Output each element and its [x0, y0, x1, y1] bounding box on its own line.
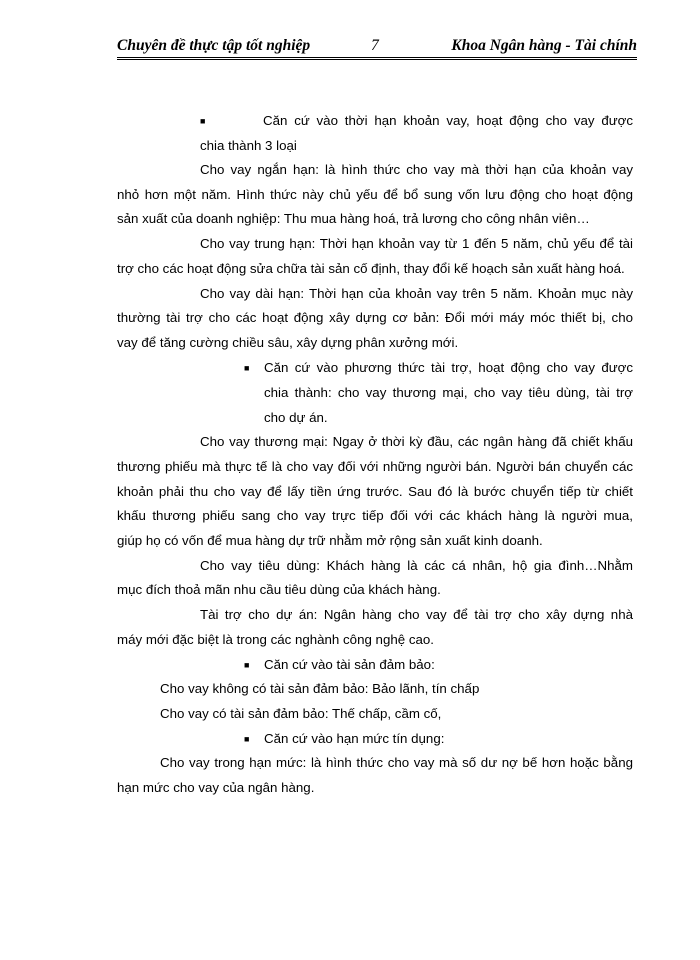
header-page-number: 7 — [371, 37, 379, 54]
paragraph-line: trợ cho các hoạt động sửa chữa tài sản cố định, thay đổi kế hoạch sản xuất hàng hoá. — [117, 261, 625, 276]
paragraph-line: Cho vay trong hạn mức: là hình thức cho vay mà số dư nợ bế hơn hoặc bằng — [160, 755, 633, 770]
bullet-icon: ■ — [200, 116, 206, 126]
paragraph-line: Cho vay trung hạn: Thời hạn khoản vay từ 1 đến 5 năm, chủ yếu để tài — [200, 236, 633, 251]
paragraph-line: hạn mức cho vay của ngân hàng. — [117, 780, 315, 795]
paragraph-line: nhỏ hơn một năm. Hình thức này chủ yếu để bổ sung vốn lưu động cho hoạt động — [117, 187, 633, 202]
paragraph-line: thương phiếu mà thực tế là cho vay đối với những người bán. Người bán chuyển các — [117, 459, 633, 474]
paragraph-line: chia thành: cho vay thương mại, cho vay tiêu dùng, tài trợ — [264, 385, 633, 400]
paragraph-line: sản xuất của doanh nghiệp: Thu mua hàng hoá, trả lương cho công nhân viên… — [117, 211, 590, 226]
paragraph-line: khấu thương phiếu sang cho vay trực tiếp đối với các khách hàng là người mua, — [117, 508, 633, 523]
paragraph-line: Tài trợ cho dự án: Ngân hàng cho vay để tài trợ cho xây dựng nhà — [200, 607, 633, 622]
header-divider — [117, 57, 637, 60]
paragraph-line: Căn cứ vào phương thức tài trợ, hoạt động cho vay được — [264, 360, 633, 375]
paragraph-line: Cho vay ngắn hạn: là hình thức cho vay mà thời hạn của khoản vay — [200, 162, 633, 177]
paragraph-line: máy mới đặc biệt là trong các nghành công nghệ cao. — [117, 632, 434, 647]
paragraph-line: Cho vay có tài sản đảm bảo: Thế chấp, cầm cố, — [160, 706, 442, 721]
paragraph-line: Căn cứ vào tài sản đảm bảo: — [264, 657, 435, 672]
bullet-icon: ■ — [244, 660, 250, 670]
paragraph-line: khoản phải thu cho vay để lấy tiền ứng trước. Sau đó là bước chuyển tiếp từ chiết — [117, 484, 633, 499]
bullet-icon: ■ — [244, 734, 250, 744]
paragraph-line: Căn cứ vào hạn mức tín dụng: — [264, 731, 445, 746]
paragraph-line: mục đích thoả mãn nhu cầu tiêu dùng của khách hàng. — [117, 582, 441, 597]
paragraph-line: thường tài trợ cho các hoạt động xây dựng cơ bản: Đổi mới máy móc thiết bị, cho — [117, 310, 633, 325]
paragraph-line: chia thành 3 loại — [200, 138, 297, 153]
paragraph-line: vay để tăng cường chiều sâu, xây dựng phân xưởng mới. — [117, 335, 459, 350]
paragraph-line: Căn cứ vào thời hạn khoản vay, hoạt động cho vay được — [263, 113, 633, 128]
paragraph-line: giúp họ có vốn để mua hàng dự trữ nhằm mở rộng sản xuất kinh doanh. — [117, 533, 543, 548]
paragraph-line: Cho vay không có tài sản đảm bảo: Bảo lãnh, tín chấp — [160, 681, 480, 696]
header-faculty-name: Khoa Ngân hàng - Tài chính — [451, 37, 637, 54]
paragraph-line: Cho vay thương mại: Ngay ở thời kỳ đầu, các ngân hàng đã chiết khấu — [200, 434, 633, 449]
page-header — [117, 36, 637, 58]
paragraph-line: cho dự án. — [264, 410, 328, 425]
paragraph-line: Cho vay dài hạn: Thời hạn của khoản vay trên 5 năm. Khoản mục này — [200, 286, 633, 301]
paragraph-line: Cho vay tiêu dùng: Khách hàng là các cá nhân, hộ gia đình…Nhằm — [200, 558, 633, 573]
header-document-title: Chuyên đề thực tập tốt nghiệp — [117, 37, 311, 54]
bullet-icon: ■ — [244, 363, 250, 373]
